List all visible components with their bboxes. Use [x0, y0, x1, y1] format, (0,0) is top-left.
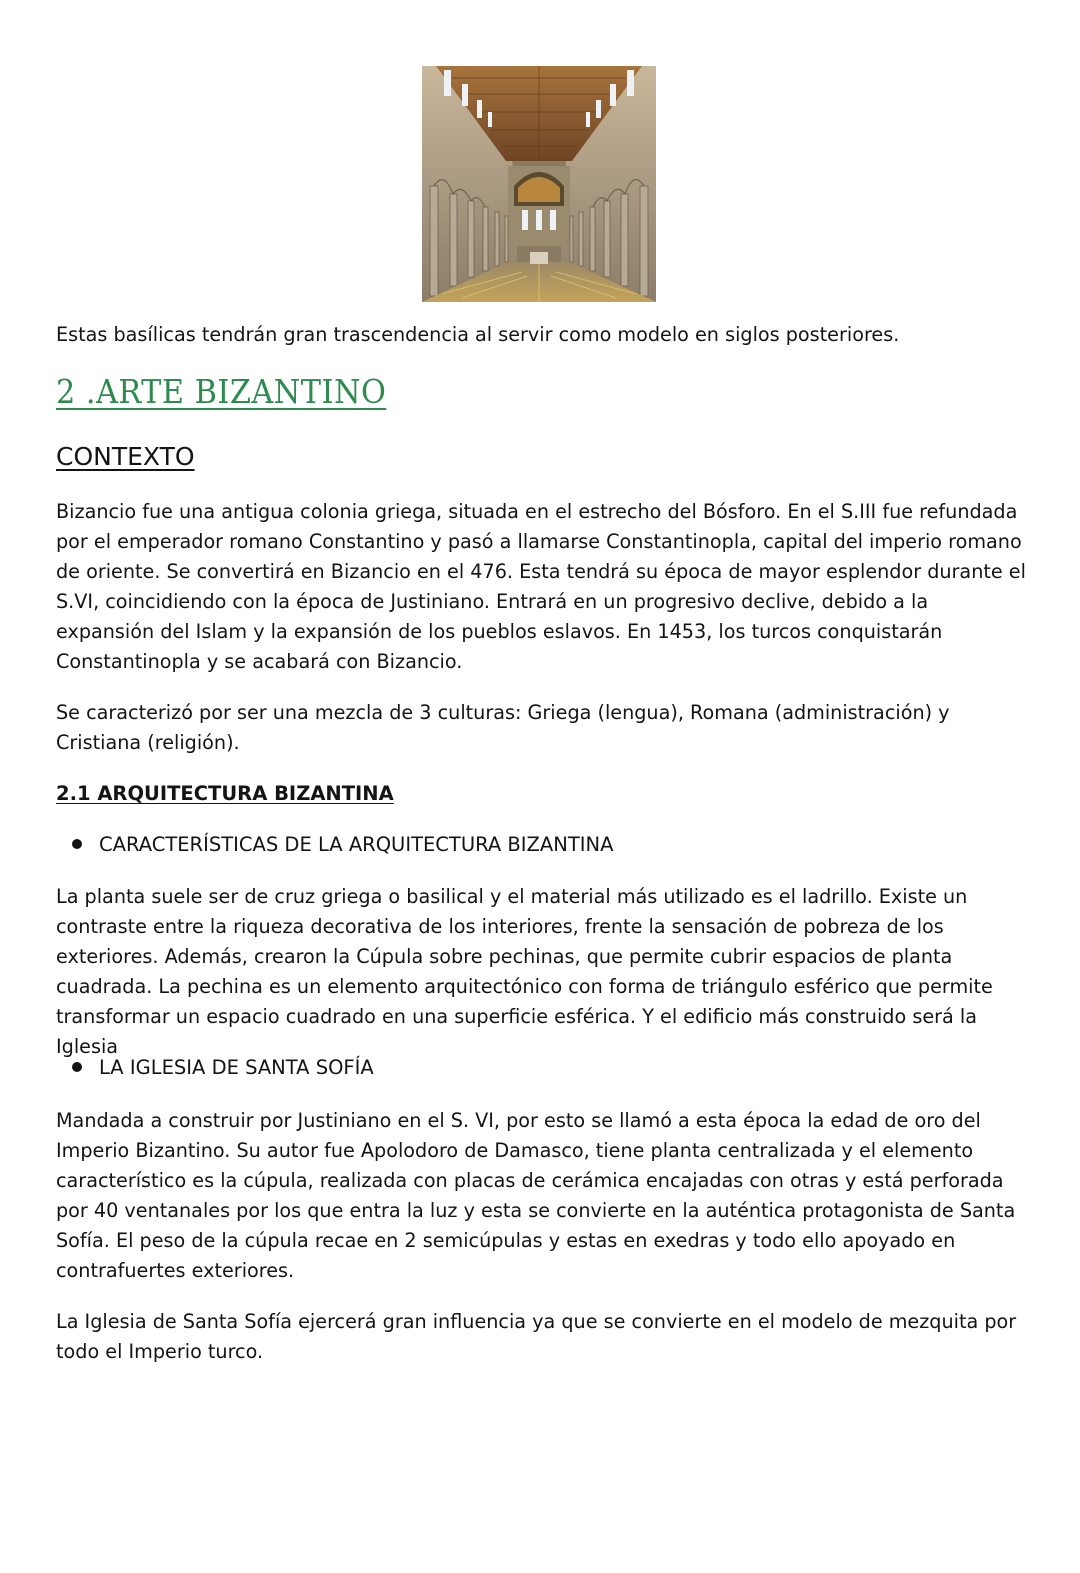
section-title: 2 .ARTE BIZANTINO: [56, 372, 387, 411]
contexto-paragraph-1: Bizancio fue una antigua colonia griega, situada en el estrecho del Bósforo. En el S.III fue refundada por el emperador romano Constantino y pasó a llamarse Constantinopla, capital del imperio romano de oriente. Se convertirá en Bizancio en el 476. Esta tendrá su época de mayor esplendor durante el S.VI, coincidiendo con la época de Justiniano. Entrará en un progresivo declive, debido a la expansión del Islam y la expansión de los pueblos eslavos. En 1453, los turcos conquistarán Constantinopla y se acabará con Bizancio.: [56, 500, 1026, 673]
bullet-item-caracteristicas: [72, 830, 613, 860]
bullet-label: LA IGLESIA DE SANTA SOFÍA: [99, 1056, 374, 1079]
bullet-item-santa-sofia: [72, 1053, 374, 1083]
arquitectura-paragraph-1: La planta suele ser de cruz griega o basilical y el material más utilizado es el ladrillo. Existe un contraste entre la riqueza decorativa de los interiores, frente la sensación de pobreza de los exteriores. Además, crearon la Cúpula sobre pechinas, que permite cubrir espacios de planta cuadrada. La pechina es un elemento arquitectónico con forma de triángulo esférico que permite transformar un espacio cuadrado en una superficie esférica. Y el edificio más construido será la Iglesia: [56, 885, 993, 1058]
bullet-label: CARACTERÍSTICAS DE LA ARQUITECTURA BIZANTINA: [99, 833, 614, 856]
basilica-interior-image: [422, 66, 656, 302]
bullet-dot-icon: [72, 1062, 82, 1072]
arquitectura-paragraph-2: Mandada a construir por Justiniano en el S. VI, por esto se llamó a esta época la edad de oro del Imperio Bizantino. Su autor fue Apolodoro de Damasco, tiene planta centralizada y el elemento característico es la cúpula, realizada con placas de cerámica encajadas con otras y está perforada por 40 ventanales por los que entra la luz y esta se convierte en la auténtica protagonista de Santa Sofía. El peso de la cúpula recae en 2 semicúpulas y estas en exedras y todo ello apoyado en contrafuertes exteriores.: [56, 1109, 1016, 1282]
arquitectura-heading: 2.1 ARQUITECTURA BIZANTINA: [56, 782, 394, 805]
bullet-dot-icon: [72, 839, 82, 849]
arquitectura-paragraph-3: La Iglesia de Santa Sofía ejercerá gran influencia ya que se convierte en el modelo de mezquita por todo el Imperio turco.: [56, 1310, 1017, 1363]
contexto-paragraph-2: Se caracterizó por ser una mezcla de 3 culturas: Griega (lengua), Romana (administración) y Cristiana (religión).: [56, 701, 950, 754]
intro-text: Estas basílicas tendrán gran trascendencia al servir como modelo en siglos posteriores.: [56, 323, 900, 346]
contexto-heading: CONTEXTO: [56, 442, 195, 471]
